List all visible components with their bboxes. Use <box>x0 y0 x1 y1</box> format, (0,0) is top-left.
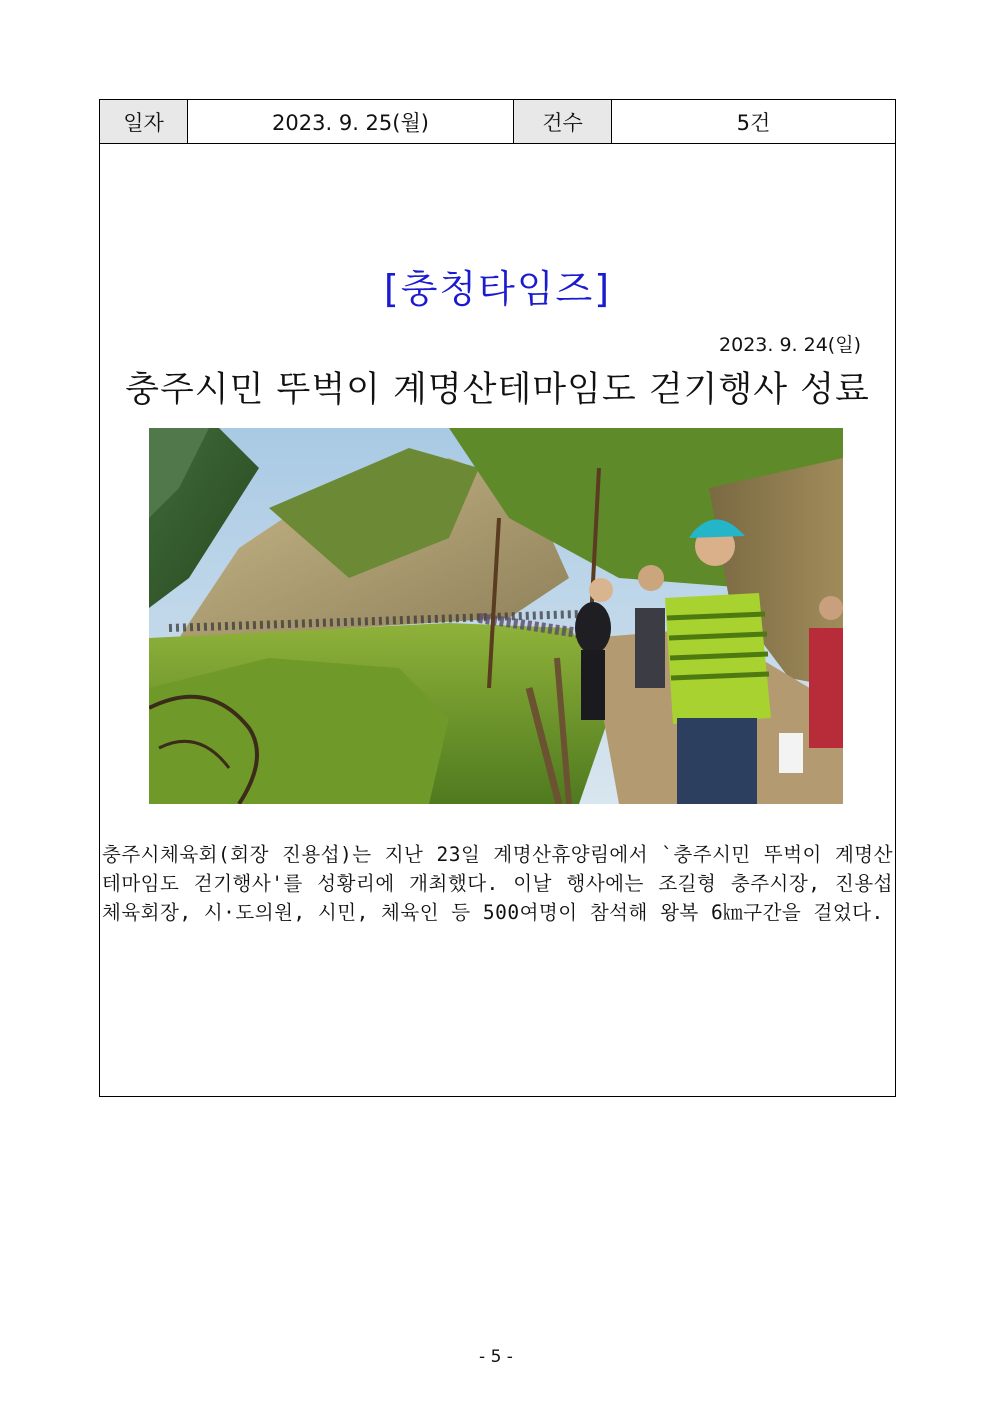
headline: 충주시민 뚜벅이 계명산테마임도 걷기행사 성료 <box>125 370 870 410</box>
hiking-group-photo <box>149 428 843 804</box>
date-value: 2023. 9. 25(월) <box>188 100 514 143</box>
page-number: - 5 - <box>479 1347 513 1367</box>
clipping-frame <box>99 99 896 1097</box>
date-label: 일자 <box>100 100 188 143</box>
header-row <box>100 100 895 144</box>
published-date: 2023. 9. 24(일) <box>719 334 861 356</box>
count-label: 건수 <box>514 100 612 143</box>
count-value: 5건 <box>736 110 771 135</box>
article-body: 충주시체육회(회장 진용섭)는 지난 23일 계명산휴양림에서 `충주시민 뚜벅이 계명산테마임도 걷기행사'를 성황리에 개최했다. 이날 행사에는 조길형 충주시장, 진용섭 체육회장, 시·도의원, 시민, 체육인 등 500여명이 참석해 왕복 6㎞구간을 걸었다. <box>102 843 893 924</box>
news-source: [충청타임즈] <box>383 267 612 311</box>
